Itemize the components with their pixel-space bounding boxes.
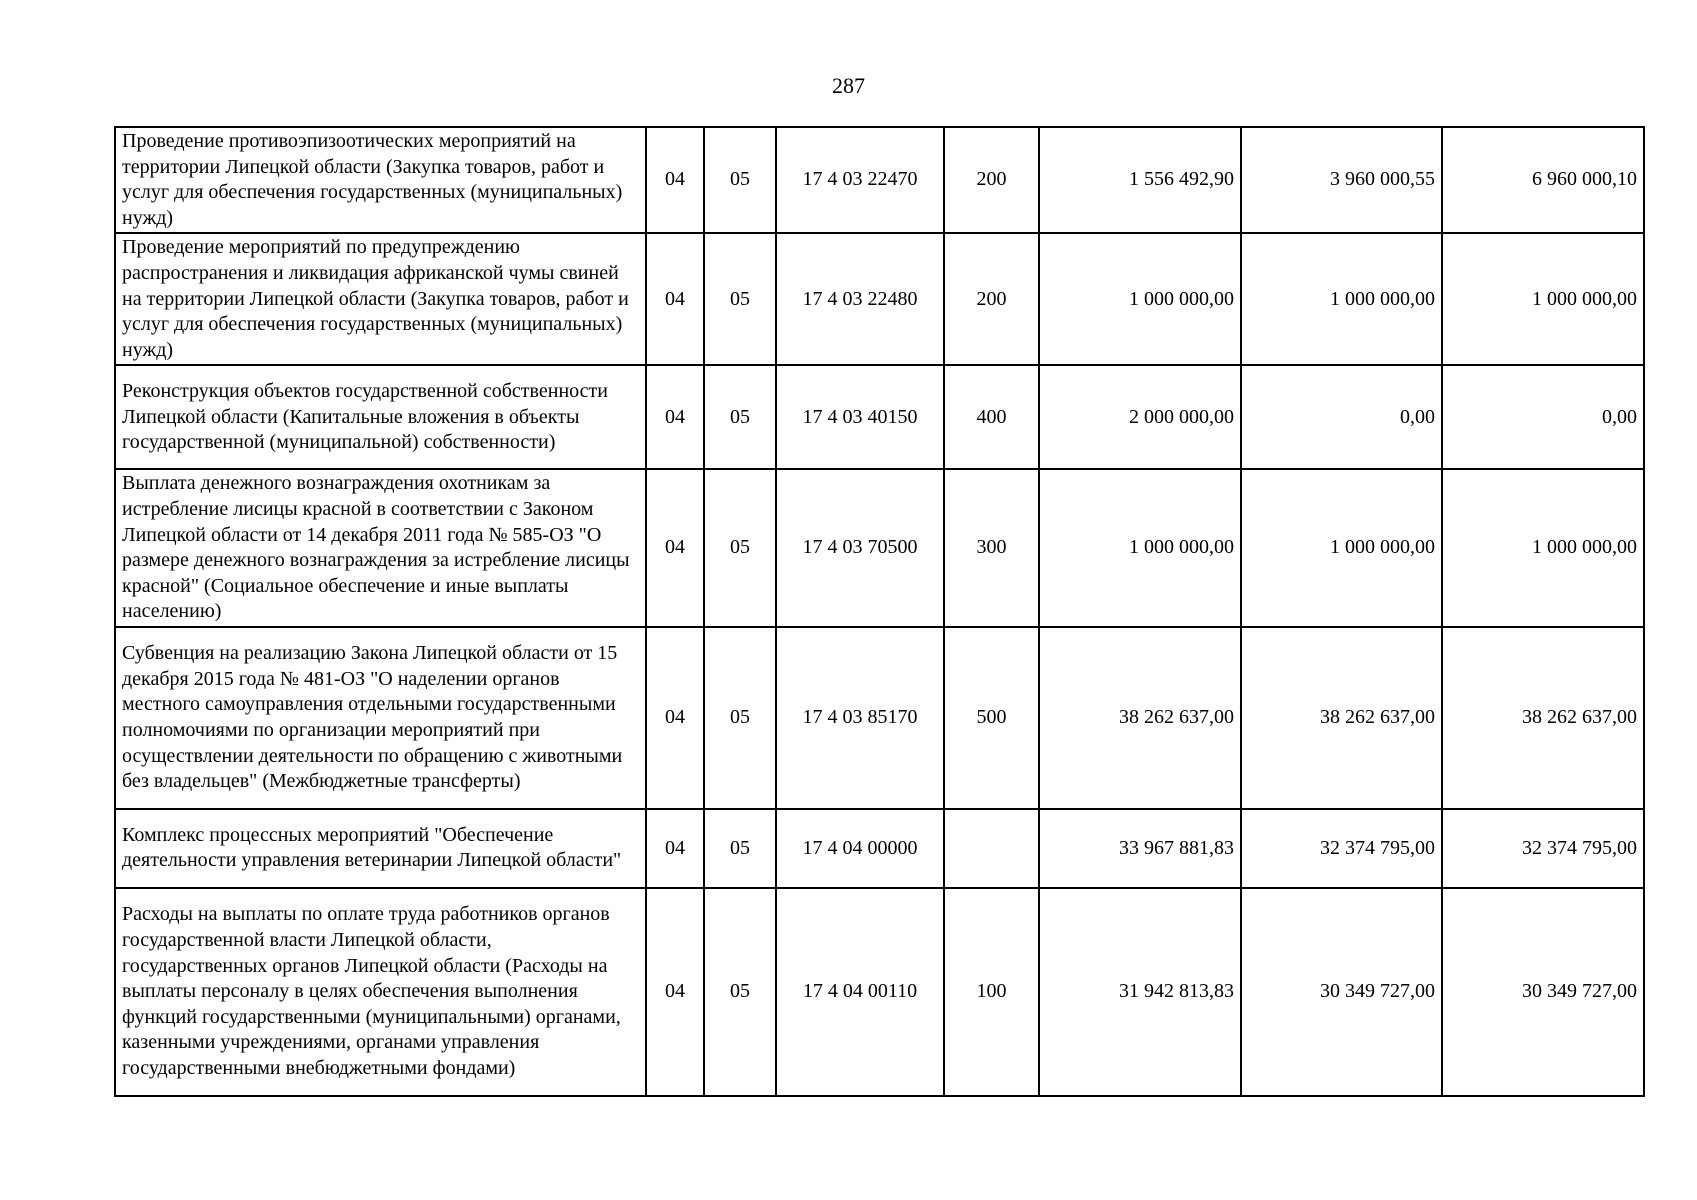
expense-type-code: 300 bbox=[944, 469, 1039, 627]
expense-type-code bbox=[944, 809, 1039, 888]
section-code: 04 bbox=[646, 888, 704, 1096]
row-description: Расходы на выплаты по оплате труда работников органов государственной власти Липецкой области, государственных органов Липецкой области (Расходы на выплаты персоналу в целях обеспечения выполнения функций государственными (муниципальными) органами, казенными учреждениями, органами управления государственными внебюджетными фондами) bbox=[115, 888, 646, 1096]
expense-type-code: 200 bbox=[944, 127, 1039, 233]
subsection-code: 05 bbox=[704, 888, 776, 1096]
row-description: Проведение мероприятий по предупреждению распространения и ликвидация африканской чумы свиней на территории Липецкой области (Закупка товаров, работ и услуг для обеспечения государственных (муниципальных) нужд) bbox=[115, 233, 646, 365]
row-description: Выплата денежного вознаграждения охотникам за истребление лисицы красной в соответствии с Законом Липецкой области от 14 декабря 2011 года № 585-ОЗ "О размере денежного вознаграждения за истребление лисицы красной" (Социальное обеспечение и иные выплаты населению) bbox=[115, 469, 646, 627]
table-row bbox=[115, 233, 1644, 365]
row-description: Субвенция на реализацию Закона Липецкой области от 15 декабря 2015 года № 481-ОЗ "О наделении органов местного самоуправления отдельными государственными полномочиями по организации мероприятий при осуществлении деятельности по обращению с животными без владельцев" (Межбюджетные трансферты) bbox=[115, 627, 646, 809]
expense-type-code: 100 bbox=[944, 888, 1039, 1096]
amount-year-2: 0,00 bbox=[1241, 365, 1442, 469]
amount-year-2: 30 349 727,00 bbox=[1241, 888, 1442, 1096]
amount-year-3: 38 262 637,00 bbox=[1442, 627, 1644, 809]
page-number: 287 bbox=[832, 73, 865, 98]
amount-year-1: 1 000 000,00 bbox=[1039, 469, 1241, 627]
target-article-code: 17 4 03 70500 bbox=[776, 469, 944, 627]
amount-year-2: 38 262 637,00 bbox=[1241, 627, 1442, 809]
subsection-code: 05 bbox=[704, 233, 776, 365]
amount-year-3: 30 349 727,00 bbox=[1442, 888, 1644, 1096]
target-article-code: 17 4 03 40150 bbox=[776, 365, 944, 469]
target-article-code: 17 4 03 22470 bbox=[776, 127, 944, 233]
section-code: 04 bbox=[646, 233, 704, 365]
table-row bbox=[115, 469, 1644, 627]
amount-year-2: 1 000 000,00 bbox=[1241, 469, 1442, 627]
expense-type-code: 500 bbox=[944, 627, 1039, 809]
amount-year-3: 1 000 000,00 bbox=[1442, 469, 1644, 627]
amount-year-3: 0,00 bbox=[1442, 365, 1644, 469]
target-article-code: 17 4 03 85170 bbox=[776, 627, 944, 809]
subsection-code: 05 bbox=[704, 469, 776, 627]
section-code: 04 bbox=[646, 365, 704, 469]
subsection-code: 05 bbox=[704, 809, 776, 888]
amount-year-1: 33 967 881,83 bbox=[1039, 809, 1241, 888]
table-row bbox=[115, 127, 1644, 233]
amount-year-2: 32 374 795,00 bbox=[1241, 809, 1442, 888]
row-description: Комплекс процессных мероприятий "Обеспечение деятельности управления ветеринарии Липецкой области" bbox=[115, 809, 646, 888]
amount-year-3: 32 374 795,00 bbox=[1442, 809, 1644, 888]
subsection-code: 05 bbox=[704, 365, 776, 469]
amount-year-1: 38 262 637,00 bbox=[1039, 627, 1241, 809]
amount-year-1: 2 000 000,00 bbox=[1039, 365, 1241, 469]
amount-year-1: 31 942 813,83 bbox=[1039, 888, 1241, 1096]
amount-year-2: 1 000 000,00 bbox=[1241, 233, 1442, 365]
amount-year-3: 6 960 000,10 bbox=[1442, 127, 1644, 233]
amount-year-1: 1 000 000,00 bbox=[1039, 233, 1241, 365]
target-article-code: 17 4 03 22480 bbox=[776, 233, 944, 365]
section-code: 04 bbox=[646, 627, 704, 809]
section-code: 04 bbox=[646, 809, 704, 888]
row-description: Проведение противоэпизоотических мероприятий на территории Липецкой области (Закупка товаров, работ и услуг для обеспечения государственных (муниципальных) нужд) bbox=[115, 127, 646, 233]
subsection-code: 05 bbox=[704, 627, 776, 809]
target-article-code: 17 4 04 00000 bbox=[776, 809, 944, 888]
amount-year-1: 1 556 492,90 bbox=[1039, 127, 1241, 233]
budget-table bbox=[114, 126, 1645, 1097]
row-description: Реконструкция объектов государственной собственности Липецкой области (Капитальные вложения в объекты государственной (муниципальной) собственности) bbox=[115, 365, 646, 469]
section-code: 04 bbox=[646, 469, 704, 627]
table-row bbox=[115, 627, 1644, 809]
target-article-code: 17 4 04 00110 bbox=[776, 888, 944, 1096]
table-row bbox=[115, 809, 1644, 888]
section-code: 04 bbox=[646, 127, 704, 233]
table-row bbox=[115, 365, 1644, 469]
expense-type-code: 400 bbox=[944, 365, 1039, 469]
subsection-code: 05 bbox=[704, 127, 776, 233]
amount-year-3: 1 000 000,00 bbox=[1442, 233, 1644, 365]
table-row bbox=[115, 888, 1644, 1096]
amount-year-2: 3 960 000,55 bbox=[1241, 127, 1442, 233]
expense-type-code: 200 bbox=[944, 233, 1039, 365]
